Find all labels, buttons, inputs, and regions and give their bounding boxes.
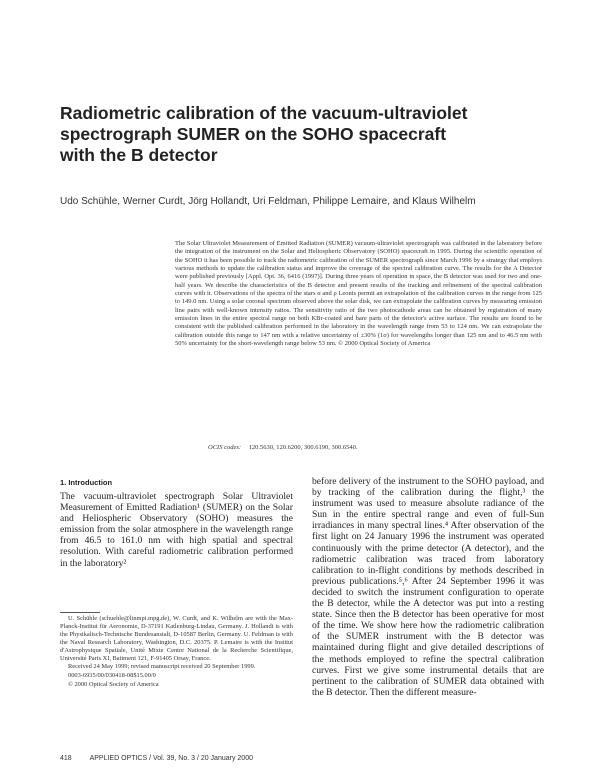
ocis-label: OCIS codes:: [208, 444, 242, 451]
title-line-2: spectrograph SUMER on the SOHO spacecraft: [60, 124, 447, 144]
page-number: 418: [60, 755, 72, 762]
intro-paragraph-right: before delivery of the instrument to the SOHO payload, and by tracking of the calibration during the flight,³ the instrument was used to measure absolute radiance of the Sun in the entire spectral range and even of full-Sun irradiances in many spectral lines.⁴ After observation of the first light on 24 January 1996 the instrument was operated continuously with the prime detector (A detector), and the radiometric calibration was traced from laboratory calibration to in-flight conditions by methods described in previous publications.⁵,⁶ After 24 September 1996 it was decided to switch the instrument configuration to operate the B detector, while the A detector was put into a resting state. Since then the B detector has been operative for most of the time. We show here how the radiometric calibration of the SUMER instrument with the B detector was maintained during flight and give detailed descriptions of the methods employed to refine the spectral calibration curves. First we give some instrumental details that are pertinent to the calibration of SUMER data obtained with the B detector. Then the different measure-: [312, 476, 544, 698]
intro-paragraph-left: The vacuum-ultraviolet spectrograph Solar Ultraviolet Measurement of Emitted Radiation¹ (SUMER) on the Solar and Heliospheric Observatory (SOHO) measures the emission from the solar atmosphere in the wavelength range from 46.5 to 161.0 nm with high spatial and spectral resolution. With careful radiometric calibration performed in the laboratory²: [60, 491, 293, 569]
footnotes: [60, 615, 293, 690]
ocis-code-list: 120.5630, 120.6200, 300.6190, 300.6540.: [248, 444, 358, 451]
author-list: Udo Schühle, Werner Curdt, Jörg Hollandt, Uri Feldman, Philippe Lemaire, and Klaus Wilhelm: [60, 196, 476, 207]
page-footer: [60, 755, 540, 762]
paper-title: [60, 103, 540, 166]
section-heading-introduction: 1. Introduction: [60, 478, 113, 487]
title-line-1: Radiometric calibration of the vacuum-ultraviolet: [60, 103, 468, 123]
footnote-copyright: © 2000 Optical Society of America: [68, 681, 159, 689]
abstract: The Solar Ultraviolet Measurement of Emitted Radiation (SUMER) vacuum-ultraviolet spectrograph was calibrated in the laboratory before the integration of the instrument on the Solar and Heliospheric Observatory (SOHO) spacecraft in 1995. During the scientific operation of the SOHO it has been possible to track the radiometric calibration of the SUMER spectrograph since March 1996 by a strategy that employs various methods to update the calibration status and improve the coverage of the spectral calibration curve. The results for the A Detector were published previously [Appl. Opt. 36, 6416 (1997)]. During three years of operation in space, the B detector was used for two and one-half years. We describe the characteristics of the B detector and present results of the tracking and refinement of the spectral calibration curves with it. Observations of the spectra of the stars α and ρ Leonis permit an extrapolation of the calibration curves in the range from 125 to 149.0 nm. Using a solar coronal spectrum observed above the solar disk, we can extrapolate the calibration curves by measuring emission line pairs with well-known intensity ratios. The sensitivity ratio of the two photocathode areas can be obtained by registration of many emission lines in the entire spectral range on both KBr-coated and bare parts of the detector's active surface. The results are found to be consistent with the published calibration performed in the laboratory in the wavelength range from 53 to 124 nm. We can extrapolate the calibration outside this range to 147 nm with a relative uncertainty of ±30% (1σ) for wavelengths longer than 125 nm and to 46.5 nm with 50% uncertainty for the short-wavelength range below 53 nm. © 2000 Optical Society of America: [175, 240, 542, 348]
ocis-codes: [208, 444, 538, 451]
title-line-3: with the B detector: [60, 145, 218, 165]
footnote-divider: [60, 612, 100, 613]
footnote-received: Received 24 May 1999; revised manuscript received 20 September 1999.: [68, 663, 256, 671]
footnote-affiliations: U. Schühle (schuehle@linmpi.mpg.de), W. Curdt, and K. Wilhelm are with the Max-Planck-Institut für Aeronomie, D-37191 Katlenburg-Lindau, Germany. J. Hollandt is with the Physikalisch-Technische Bundesanstalt, D-10587 Berlin, Germany. U. Feldman is with the Naval Research Laboratory, Washington, D.C. 20375. P. Lemaire is with the Institut d'Astrophysique Spatiale, Unité Mixte Centre National de la Recherche Scientifique, Université Paris XI, Batiment 121, F-91405 Orsay, France.: [60, 615, 293, 662]
journal-citation: APPLIED OPTICS / Vol. 39, No. 3 / 20 January 2000: [89, 755, 253, 762]
footnote-issn: 0003-6935/00/030418-08$15.00/0: [68, 672, 156, 680]
